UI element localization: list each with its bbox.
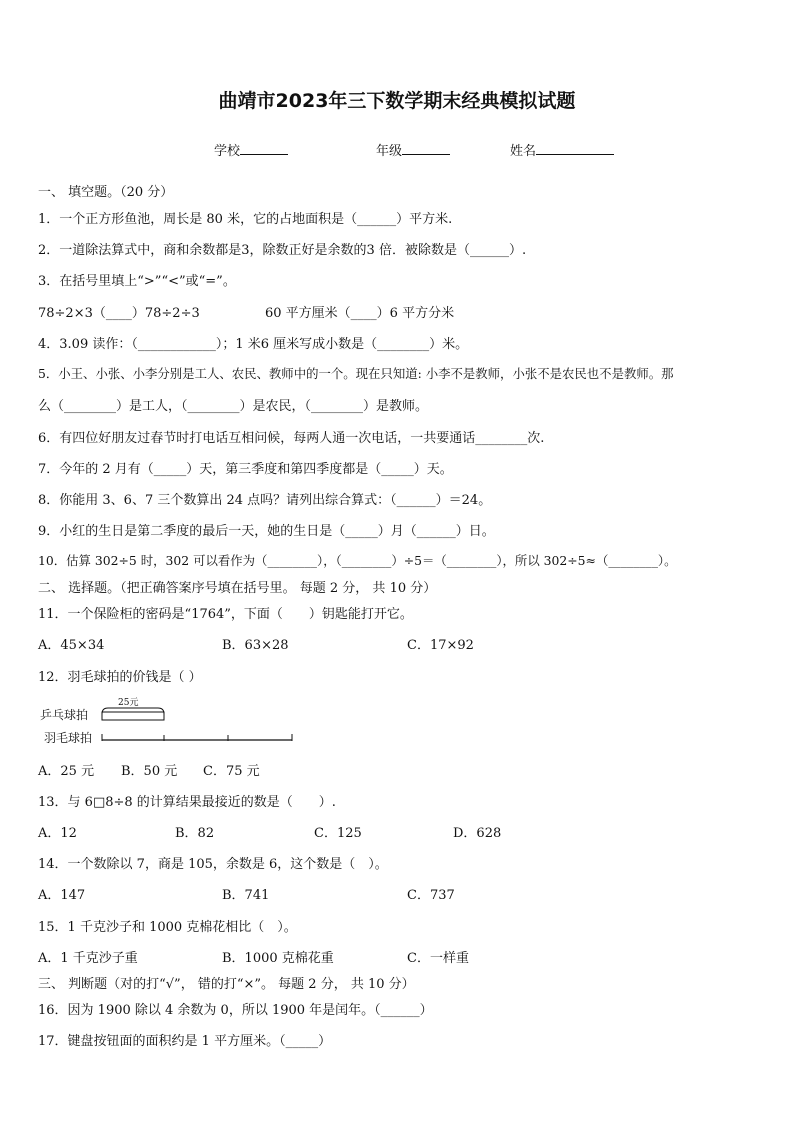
- question-3: 3．在括号里填上“>”“<”或“=”。: [38, 274, 236, 289]
- school-blank[interactable]: [240, 140, 288, 155]
- question-11-option-c[interactable]: C．17×92: [407, 638, 474, 653]
- question-11: 11．一个保险柜的密码是“1764”，下面（ ）钥匙能打开它。: [38, 607, 413, 622]
- question-14-option-c[interactable]: C．737: [407, 888, 455, 903]
- question-6: 6．有四位好朋友过春节时打电话互相问候，每两人通一次电话，一共要通话________次.: [38, 431, 545, 446]
- question-11-option-a[interactable]: A．45×34: [38, 638, 105, 653]
- question-14-option-a[interactable]: A．147: [38, 888, 86, 903]
- question-13-option-a[interactable]: A．12: [38, 826, 77, 841]
- question-3a: 78÷2×3（____）78÷2÷3: [38, 306, 200, 321]
- question-1: 1．一个正方形鱼池，周长是 80 米，它的占地面积是（______）平方米.: [38, 212, 453, 227]
- question-15: 15．1 千克沙子和 1000 克棉花相比（ ）。: [38, 920, 297, 935]
- question-15-option-c[interactable]: C．一样重: [407, 951, 469, 966]
- question-15-option-b[interactable]: B．1000 克棉花重: [222, 951, 334, 966]
- amount-label: 25元: [118, 698, 139, 708]
- question-2: 2．一道除法算式中，商和余数都是3，除数正好是余数的3 倍．被除数是（______）.: [38, 243, 527, 258]
- question-14-option-b[interactable]: B．741: [222, 888, 270, 903]
- name-field: [510, 140, 614, 159]
- question-10: 10．估算 302÷5 时，302 可以看作为（________），（________）÷5＝（________），所以 302÷5≈（________）。: [38, 553, 677, 568]
- question-13-option-b[interactable]: B．82: [175, 826, 215, 841]
- grade-field: [376, 140, 450, 159]
- question-12-option-c[interactable]: C．75 元: [203, 764, 260, 779]
- pingpong-brace: [102, 708, 164, 714]
- question-5-line-2: 么（________）是工人，（________）是农民，（________）是教师。: [38, 399, 429, 414]
- pingpong-paddle-label: 乒乓球拍: [40, 708, 89, 722]
- question-9: 9．小红的生日是第二季度的最后一天，她的生日是（_____）月（______）日。: [38, 524, 495, 539]
- question-13: 13．与 6□8÷8 的计算结果最接近的数是（ ）.: [38, 795, 336, 810]
- question-15-option-a[interactable]: A．1 千克沙子重: [38, 951, 138, 966]
- question-13-option-d[interactable]: D．628: [453, 826, 502, 841]
- name-label: 姓名: [510, 144, 537, 159]
- question-5-line-1: 5．小王、小张、小李分别是工人、农民、教师中的一个。现在只知道: 小李不是教师，小张不是农民也不是教师。那: [38, 366, 674, 381]
- badminton-racket-label: 羽毛球拍: [44, 731, 93, 745]
- question-3b: 60 平方厘米（____）6 平方分米: [265, 306, 455, 321]
- question-7: 7．今年的 2 月有（_____）天，第三季度和第四季度都是（_____）天。: [38, 462, 453, 477]
- price-comparison-diagram: [36, 698, 298, 748]
- section-heading-true-false: 三、 判断题（对的打“√”， 错的打“×”。 每题 2 分， 共 10 分）: [38, 977, 415, 992]
- segment-bars: [36, 698, 298, 748]
- question-14: 14．一个数除以 7，商是 105，余数是 6，这个数是（ ）。: [38, 857, 388, 872]
- question-12-option-a[interactable]: A．25 元: [38, 764, 95, 779]
- page-title: 曲靖市2023年三下数学期末经典模拟试题: [218, 90, 576, 112]
- grade-label: 年级: [376, 144, 403, 159]
- question-12-option-b[interactable]: B．50 元: [121, 764, 178, 779]
- question-13-option-c[interactable]: C．125: [314, 826, 362, 841]
- question-16: 16．因为 1900 除以 4 余数为 0，所以 1900 年是闰年。（______）: [38, 1003, 433, 1018]
- question-11-option-b[interactable]: B．63×28: [222, 638, 289, 653]
- name-blank[interactable]: [536, 140, 614, 155]
- section-heading-fill-blank: 一、 填空题。（20 分）: [38, 185, 174, 200]
- question-12: 12．羽毛球拍的价钱是（ ）: [38, 670, 202, 685]
- pingpong-bar: [102, 712, 164, 720]
- section-heading-multiple-choice: 二、 选择题。（把正确答案序号填在括号里。 每题 2 分， 共 10 分）: [38, 581, 437, 596]
- question-4: 4．3.09 读作：（____________）；1 米6 厘米写成小数是（________）米。: [38, 337, 469, 352]
- question-8: 8．你能用 3、6、7 三个数算出 24 点吗？请列出综合算式：（______）＝24。: [38, 493, 492, 508]
- school-field: [214, 140, 288, 159]
- school-label: 学校: [214, 144, 241, 159]
- grade-blank[interactable]: [402, 140, 450, 155]
- question-17: 17．键盘按钮面的面积约是 1 平方厘米。（_____）: [38, 1034, 332, 1049]
